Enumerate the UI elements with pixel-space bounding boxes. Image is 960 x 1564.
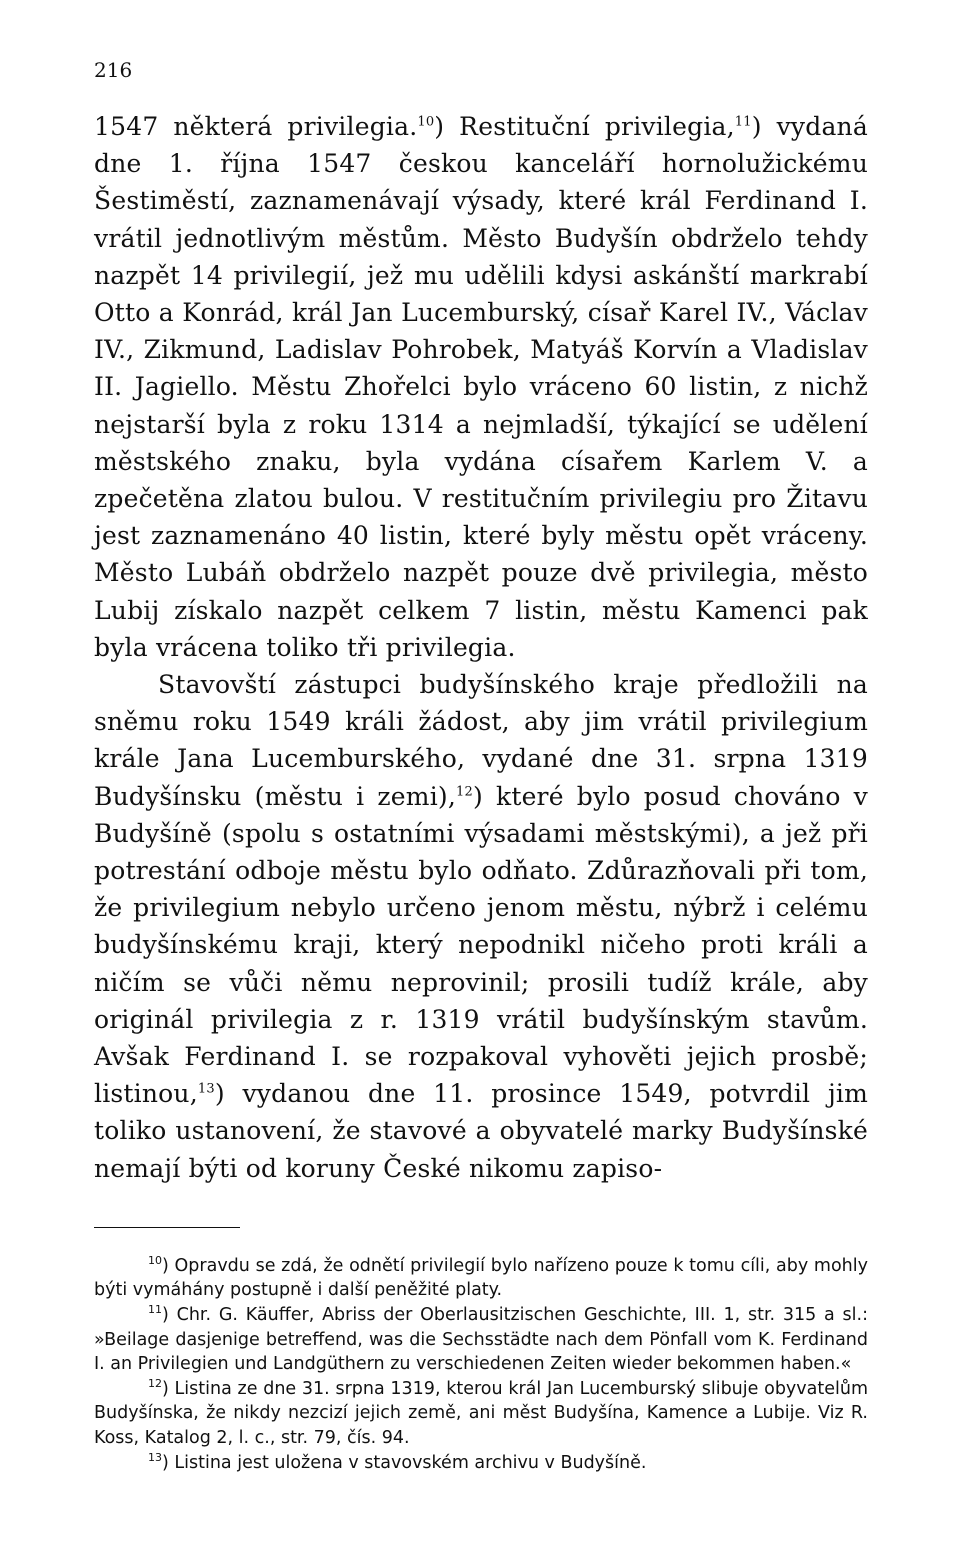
page-number: 216	[94, 58, 133, 82]
footnote-text: ) Opravdu se zdá, že odnětí privilegií bylo nařízeno pouze k tomu cíli, aby mohly býti vymáhány postupně i další peněžité platy.	[94, 1255, 868, 1301]
footnote-mark: 12	[148, 1377, 162, 1391]
body-text	[94, 108, 868, 1187]
footnote-mark: 11	[148, 1303, 162, 1317]
document-page	[94, 58, 868, 1475]
footnote-12	[94, 1377, 868, 1451]
footnote-ref: 12	[456, 784, 473, 800]
footnote-10	[94, 1254, 868, 1303]
text-run: 1547 některá privilegia.	[94, 112, 418, 141]
footnote-ref: 13	[197, 1081, 215, 1097]
text-run: ) vydanou dne 11. prosince 1549, potvrdil jim toliko ustanovení, že stavové a obyvatelé marky Budyšínské nemají býti od koruny České nikomu zapiso-	[94, 1079, 868, 1183]
footnote-text: ) Listina jest uložena v stavovském archivu v Budyšíně.	[162, 1452, 647, 1473]
paragraph-2	[94, 666, 868, 1187]
text-run: ) které bylo posud chováno v Budyšíně (spolu s ostatními výsadami městskými), a jež při potrestání odboje městu bylo odňato. Zdůrazňovali při tom, že privilegium nebylo určeno jenom městu, nýbrž i celému budyšínskému kraji, který nepodnikl ničeho proti králi a ničím se vůči němu neprovinil; prosili tudíž krále, aby originál privilegia z r. 1319 vrátil budyšínským stavům. Avšak Ferdinand I. se rozpakoval vyhověti jejich prosbě; listinou,	[94, 781, 868, 1109]
text-run: ) Restituční privilegia,	[434, 112, 735, 141]
footnote-text: ) Chr. G. Käuffer, Abriss der Oberlausitzischen Geschichte, III. 1, str. 315 a sl.: »Beilage dasjenige betreffend, was die Sechsstädte nach dem Pönfall vom K. Ferdinand I. an Privilegien und Landgüthern zu verschiedenen Zeiten wieder bekommen haben.«	[94, 1305, 868, 1375]
footnote-11	[94, 1303, 868, 1377]
footnotes	[94, 1254, 868, 1475]
footnote-mark: 10	[148, 1254, 162, 1268]
footnote-mark: 13	[148, 1450, 162, 1464]
footnote-ref: 10	[417, 114, 435, 130]
text-run: Stavovští zástupci budyšínského kraje předložili na sněmu roku 1549 králi žádost, aby jim vrátil privilegium krále Jana Lucemburského, vydané dne 31. srpna 1319 Budyšínsku (městu i zemi),	[94, 670, 868, 811]
paragraph-1	[94, 108, 868, 666]
footnote-13	[94, 1451, 868, 1476]
footnote-divider	[94, 1227, 240, 1228]
footnote-ref: 11	[734, 114, 752, 130]
footnote-text: ) Listina ze dne 31. srpna 1319, kterou král Jan Lucemburský slibuje obyvatelům Budyšínska, že nikdy nezcizí jejich země, ani měst Budyšína, Kamence a Lubije. Viz R. Koss, Katalog 2, l. c., str. 79, čís. 94.	[94, 1378, 868, 1449]
text-run: ) vydaná dne 1. října 1547 českou kanceláří hornolužickému Šestiměstí, zaznamenávají výsady, které král Ferdinand I. vrátil jednotlivým městům. Město Budyšín obdrželo tehdy nazpět 14 privilegií, jež mu udělili kdysi askánští markrabí Otto a Konrád, král Jan Lucemburský, císař Karel IV., Václav IV., Zikmund, Ladislav Pohrobek, Matyáš Korvín a Vladislav II. Jagiello. Městu Zhořelci bylo vráceno 60 listin, z nichž nejstarší byla z roku 1314 a nejmladší, týkající se udělení městského znaku, byla vydána císařem Karlem V. a zpečetěna zlatou bulou. V restitučním privilegiu pro Žitavu jest zaznamenáno 40 listin, které byly městu opět vráceny. Město Lubáň obdrželo nazpět pouze dvě privilegia, město Lubij získalo nazpět celkem 7 listin, městu Kamenci pak byla vrácena toliko tři privilegia.	[94, 112, 868, 662]
